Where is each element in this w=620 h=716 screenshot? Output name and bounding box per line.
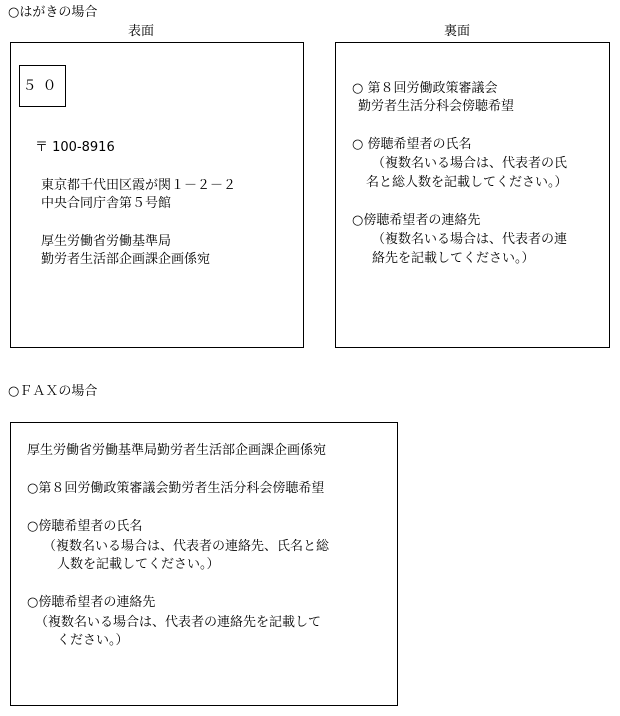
back-item-2-note-1: （複数名いる場合は、代表者の氏 — [372, 156, 568, 171]
recipient-line-1: 厚生労働省労働基準局 — [41, 234, 172, 249]
fax-recipient: 厚生労働省労働基準局勤労者生活部企画課企画係宛 — [27, 443, 327, 458]
back-label: 裏面 — [444, 24, 471, 39]
back-item-1-line-1: ○ 第８回労働政策審議会 — [352, 81, 498, 96]
fax-form — [10, 422, 398, 706]
postcard-front — [10, 42, 304, 348]
fax-heading: ○ＦＡＸの場合 — [8, 384, 98, 399]
fax-item-2-note-2: 人数を記載してください。） — [57, 557, 220, 572]
back-item-2-title: ○ 傍聴希望者の氏名 — [352, 137, 472, 152]
back-item-3-note-1: （複数名いる場合は、代表者の連 — [372, 232, 568, 247]
fax-item-3-note-1: （複数名いる場合は、代表者の連絡先を記載して — [35, 615, 322, 630]
address-line-2: 中央合同庁舎第５号館 — [41, 196, 172, 211]
fax-item-3-title: ○傍聴希望者の連絡先 — [27, 595, 156, 610]
recipient-line-2: 勤労者生活部企画課企画係宛 — [41, 252, 211, 267]
back-item-3-note-2: 絡先を記載してください。） — [372, 251, 535, 266]
fax-item-3-note-2: ください。） — [57, 633, 129, 648]
fax-item-2-title: ○傍聴希望者の氏名 — [27, 519, 143, 534]
postage-stamp-box: ５０ — [19, 65, 66, 107]
back-item-1-line-2: 勤労者生活分科会傍聴希望 — [358, 99, 515, 114]
fax-item-1: ○第８回労働政策審議会勤労者生活分科会傍聴希望 — [27, 481, 325, 496]
postal-code: 〒 100-8916 — [35, 140, 115, 155]
postcard-back — [335, 42, 610, 348]
back-item-2-note-2: 名と総人数を記載してください。） — [366, 175, 568, 190]
postcard-heading: ○はがきの場合 — [8, 5, 98, 20]
fax-item-2-note-1: （複数名いる場合は、代表者の連絡先、氏名と総 — [43, 539, 330, 554]
back-item-3-title: ○傍聴希望者の連絡先 — [352, 213, 481, 228]
front-label: 表面 — [128, 24, 155, 39]
address-line-1: 東京都千代田区霞が関１－２－２ — [41, 178, 237, 193]
